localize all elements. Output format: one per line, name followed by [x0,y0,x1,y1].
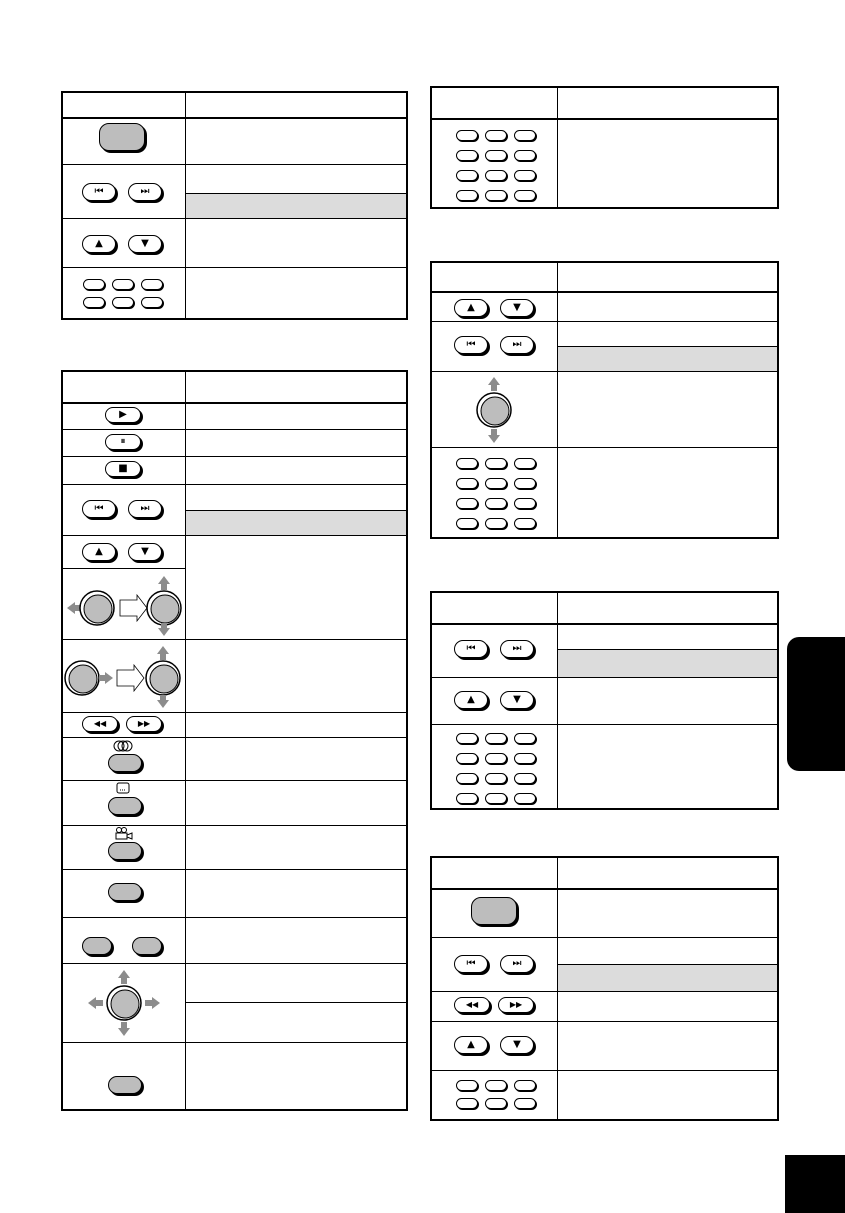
up-button[interactable] [82,543,116,561]
angle-button[interactable] [108,842,142,860]
skip-back-button[interactable] [82,183,116,201]
up-button[interactable] [82,235,116,253]
skip-back-icon: ⏮ [466,642,476,654]
play-icon: ▶ [119,408,127,420]
subtitle-icon [116,782,130,795]
page-number-box [785,1155,845,1213]
camera-angle-icon [115,827,133,840]
skip-back-icon: ⏮ [466,957,476,969]
generic-button[interactable] [471,897,517,925]
fast-forward-button[interactable] [498,997,534,1013]
control-dial-icon[interactable] [86,968,162,1038]
fast-forward-button[interactable] [126,716,162,732]
control-dial-icon[interactable] [474,375,516,445]
down-button[interactable] [500,691,534,709]
up-button[interactable] [454,691,488,709]
skip-forward-icon: ⏭ [512,642,522,654]
up-icon: ▲ [467,301,475,313]
up-icon: ▲ [467,1038,475,1050]
skip-forward-button[interactable] [500,640,534,658]
up-icon: ▲ [95,237,103,249]
table-right-2 [430,261,779,539]
skip-forward-button[interactable] [500,336,534,354]
number-keypad-icon[interactable] [456,458,536,528]
down-button[interactable] [500,1036,534,1054]
skip-back-icon: ⏮ [94,502,104,514]
skip-back-icon: ⏮ [466,338,476,350]
pause-button[interactable] [105,434,141,450]
control-dial-icon[interactable] [65,570,185,638]
number-keypad-icon[interactable] [83,279,163,311]
skip-back-button[interactable] [82,500,116,518]
fast-forward-icon: ▶▶ [137,718,151,728]
down-icon: ▼ [513,301,521,313]
rewind-icon: ◀◀ [93,718,107,728]
number-keypad-icon[interactable] [456,130,536,200]
generic-button[interactable] [99,123,145,151]
down-button[interactable] [128,235,162,253]
generic-button[interactable] [108,883,142,901]
number-keypad-icon[interactable] [456,1080,536,1112]
table-right-4 [430,856,779,1121]
skip-forward-icon: ⏭ [140,502,150,514]
section-tab [787,637,845,771]
table-left-1 [61,91,408,320]
rewind-button[interactable] [454,997,490,1013]
down-icon: ▼ [141,545,149,557]
table-right-3 [430,591,779,810]
rewind-icon: ◀◀ [465,999,479,1009]
stop-button[interactable] [105,461,141,477]
pause-icon: ⏸ [120,435,126,447]
skip-forward-icon: ⏭ [140,185,150,197]
down-icon: ▼ [513,693,521,705]
fast-forward-icon: ▶▶ [509,999,523,1009]
skip-forward-button[interactable] [500,955,534,973]
left-button[interactable] [82,937,112,955]
down-icon: ▼ [513,1038,521,1050]
skip-forward-button[interactable] [128,500,162,518]
skip-back-icon: ⏮ [94,185,104,197]
table-right-1 [430,86,779,209]
audio-icon [113,740,133,752]
down-button[interactable] [500,299,534,317]
play-button[interactable] [105,407,141,423]
table-left-2 [61,370,408,1111]
rewind-button[interactable] [82,716,118,732]
skip-forward-icon: ⏭ [512,338,522,350]
stop-icon: ■ [118,462,128,474]
skip-back-button[interactable] [454,955,488,973]
down-icon: ▼ [141,237,149,249]
up-icon: ▲ [467,693,475,705]
up-button[interactable] [454,1036,488,1054]
generic-button[interactable] [108,1076,142,1094]
skip-forward-icon: ⏭ [512,957,522,969]
up-button[interactable] [454,299,488,317]
skip-back-button[interactable] [454,336,488,354]
up-icon: ▲ [95,545,103,557]
subtitle-button[interactable] [108,797,142,815]
down-button[interactable] [128,543,162,561]
skip-forward-button[interactable] [128,183,162,201]
right-button[interactable] [132,937,162,955]
skip-back-button[interactable] [454,640,488,658]
audio-button[interactable] [108,754,142,772]
control-dial-icon[interactable] [63,642,185,710]
number-keypad-icon[interactable] [456,733,536,803]
